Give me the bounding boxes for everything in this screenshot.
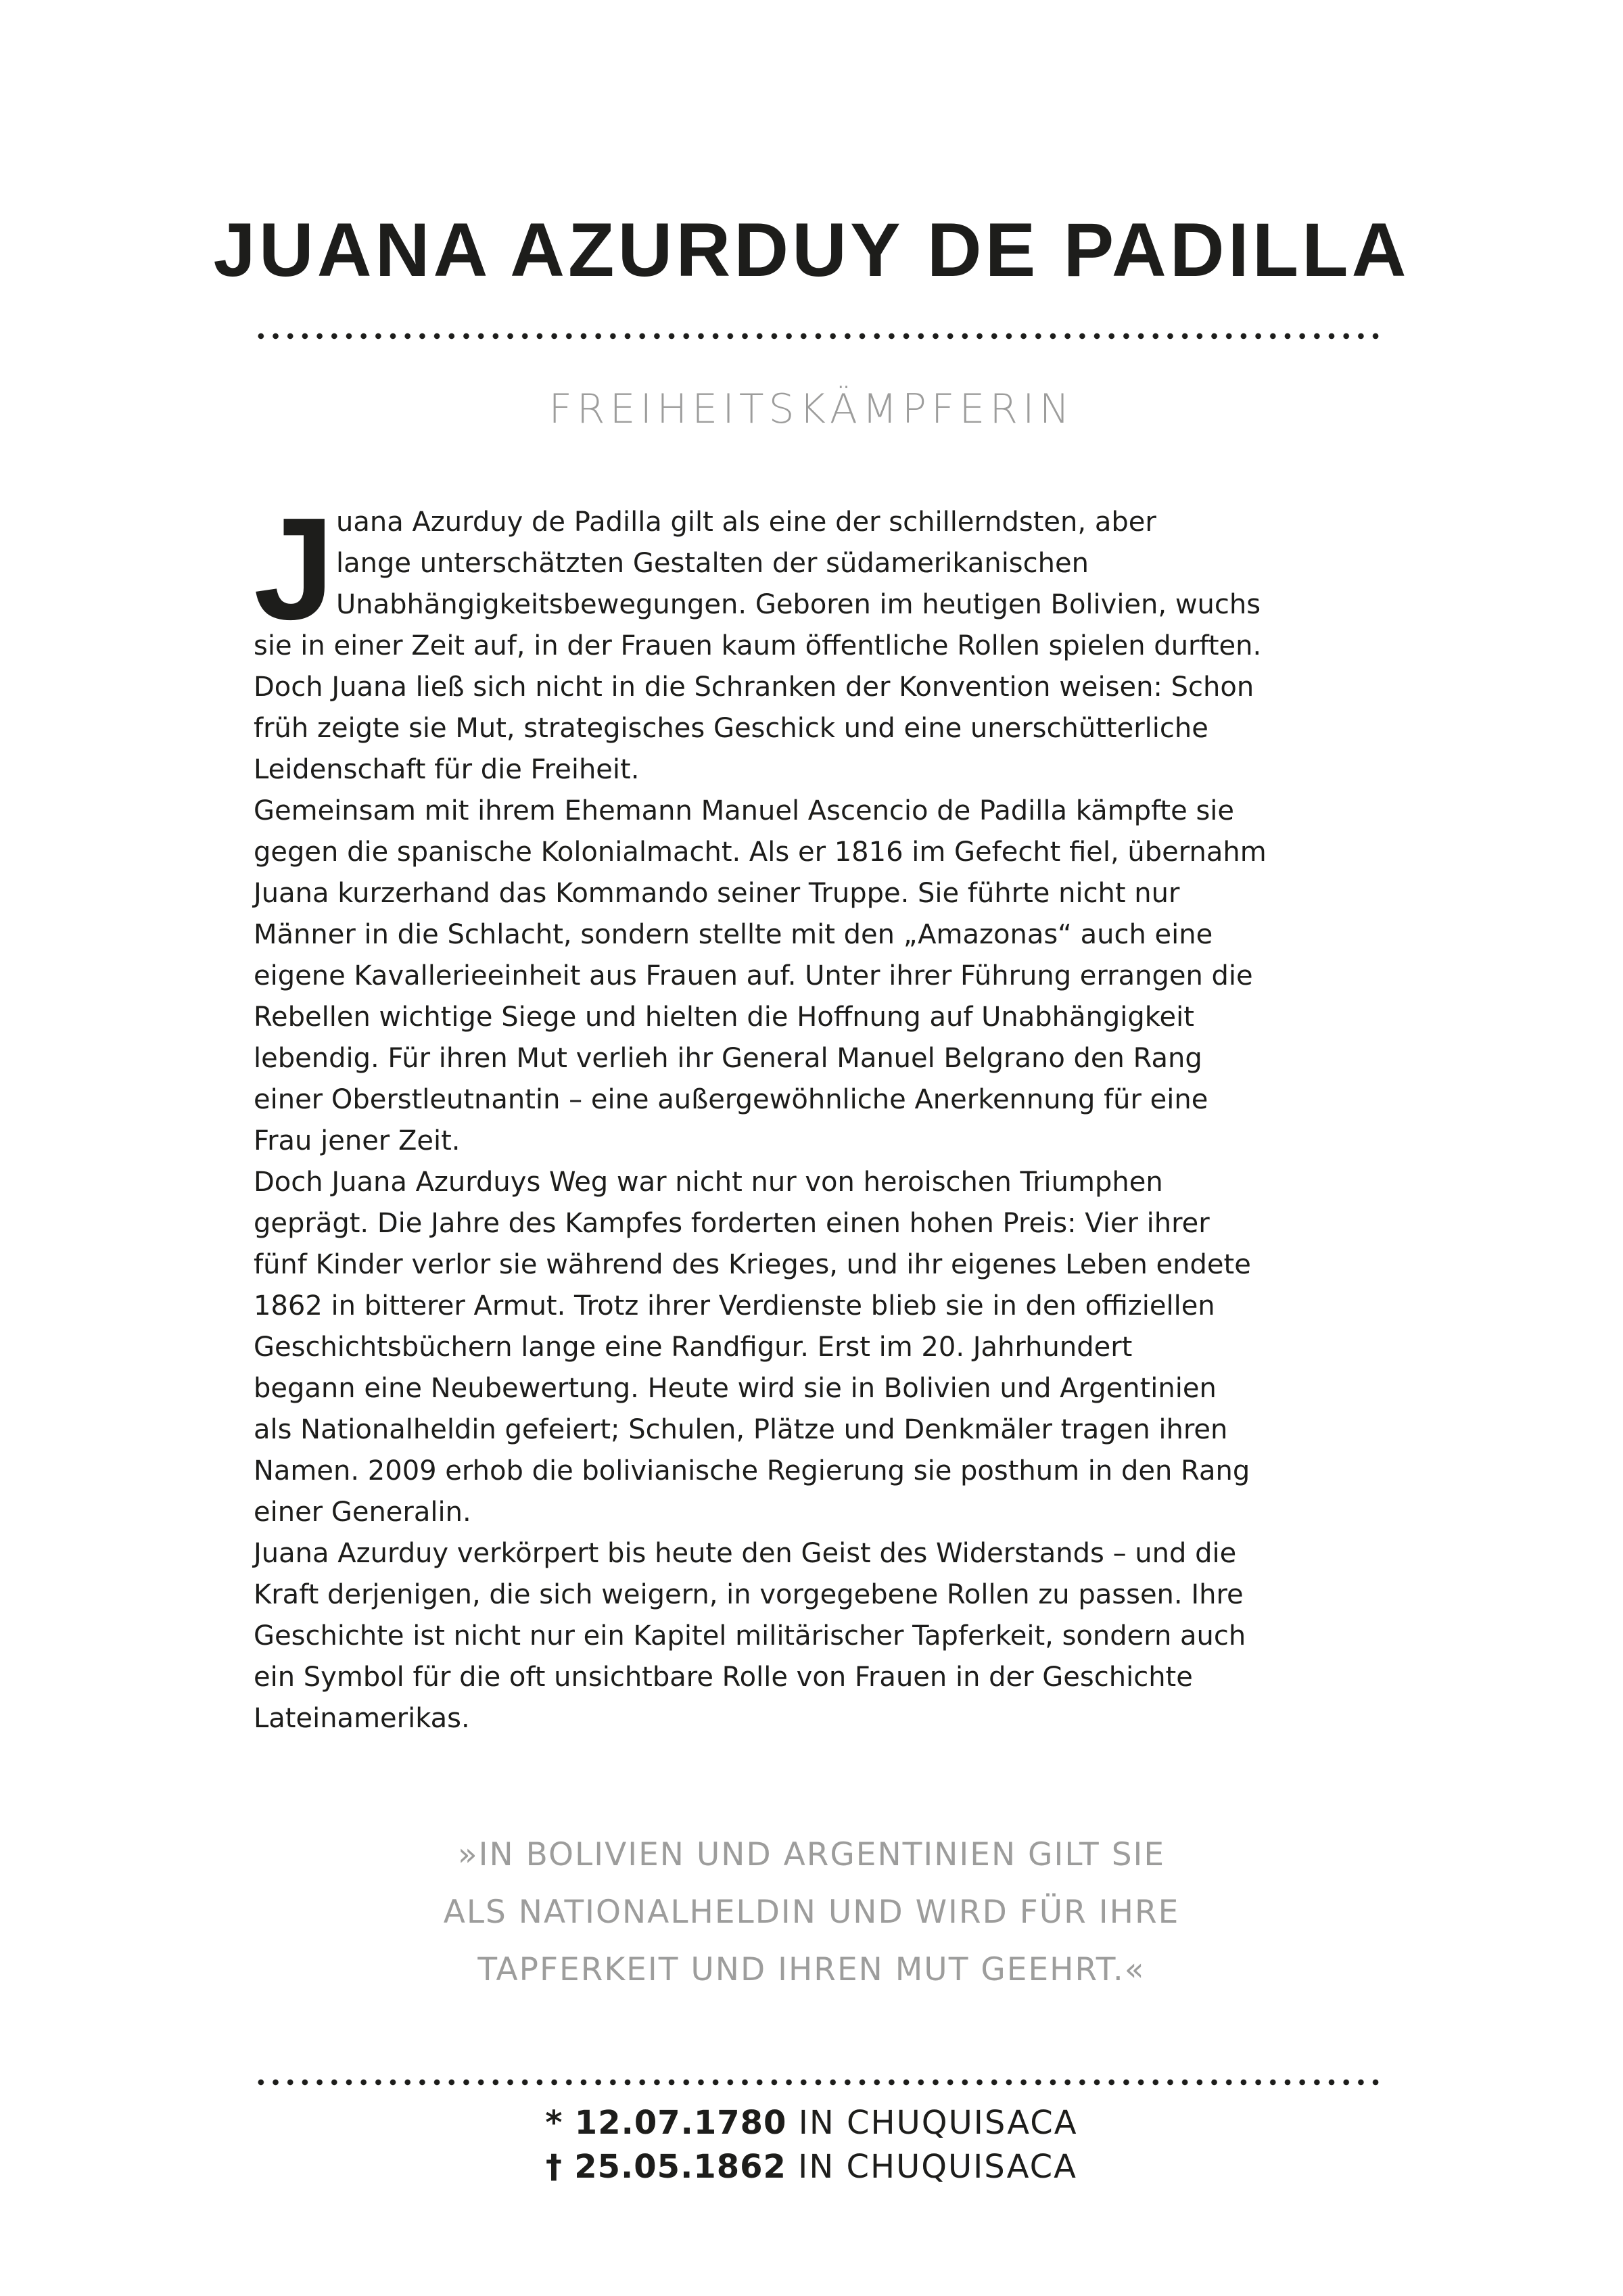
body-line: einer Oberstleutnantin – eine außergewöhnliche Anerkennung für eine	[254, 1084, 1208, 1115]
body-line: Geschichtsbüchern lange eine Randfigur. Erst im 20. Jahrhundert	[254, 1332, 1133, 1363]
body-line: geprägt. Die Jahre des Kampfes forderten einen hohen Preis: Vier ihrer	[254, 1208, 1210, 1239]
dotted-divider-bottom	[254, 2078, 1383, 2086]
body-line: uana Azurduy de Padilla gilt als eine der schillerndsten, aber	[336, 507, 1156, 538]
body-line: gegen die spanische Kolonialmacht. Als er 1816 im Gefecht fiel, übernahm	[254, 837, 1267, 868]
body-line: Doch Juana Azurduys Weg war nicht nur von heroischen Triumphen	[254, 1167, 1163, 1198]
quote-line: »IN BOLIVIEN UND ARGENTINIEN GILT SIE	[457, 1836, 1166, 1873]
body-line: ein Symbol für die oft unsichtbare Rolle von Frauen in der Geschichte	[254, 1662, 1193, 1693]
body-line: Lateinamerikas.	[254, 1703, 470, 1734]
birth-place: IN CHUQUISACA	[798, 2104, 1078, 2142]
birth-symbol: *	[545, 2104, 563, 2142]
biography-text	[254, 487, 1403, 1739]
body-line: begann eine Neubewertung. Heute wird sie in Bolivien und Argentinien	[254, 1373, 1217, 1404]
body-line: eigene Kavallerieeinheit aus Frauen auf. Unter ihrer Führung errangen die	[254, 960, 1253, 991]
body-line: Rebellen wichtige Siege und hielten die Hoffnung auf Unabhängigkeit	[254, 1002, 1194, 1033]
body-line: als Nationalheldin gefeiert; Schulen, Plätze und Denkmäler tragen ihren	[254, 1414, 1228, 1445]
body-line: fünf Kinder verlor sie während des Krieges, und ihr eigenes Leben endete	[254, 1249, 1251, 1280]
life-dates	[0, 2101, 1623, 2189]
body-line: lange unterschätzten Gestalten der südamerikanischen	[336, 548, 1089, 579]
body-line: Juana Azurduy verkörpert bis heute den Geist des Widerstands – und die	[254, 1538, 1237, 1569]
body-line: früh zeigte sie Mut, strategisches Geschick und eine unerschütterliche	[254, 713, 1208, 744]
body-line: Kraft derjenigen, die sich weigern, in vorgegebene Rollen zu passen. Ihre	[254, 1579, 1244, 1610]
body-line: sie in einer Zeit auf, in der Frauen kaum öffentliche Rollen spielen durften.	[254, 630, 1262, 661]
page-title: JUANA AZURDUY DE PADILLA	[213, 208, 1410, 292]
death-line	[0, 2145, 1623, 2189]
body-line: Leidenschaft für die Freiheit.	[254, 754, 640, 785]
quote-line: TAPFERKEIT UND IHREN MUT GEEHRT.«	[477, 1951, 1146, 1988]
drop-cap: J	[254, 487, 335, 650]
body-line: lebendig. Für ihren Mut verlieh ihr General Manuel Belgrano den Rang	[254, 1043, 1202, 1074]
body-line: Männer in die Schlacht, sondern stellte mit den „Amazonas“ auch eine	[254, 919, 1213, 950]
dotted-divider-top	[254, 332, 1383, 340]
quote-line: ALS NATIONALHELDIN UND WIRD FÜR IHRE	[443, 1894, 1180, 1931]
death-place: IN CHUQUISACA	[798, 2148, 1078, 2186]
body-line: Unabhängigkeitsbewegungen. Geboren im heutigen Bolivien, wuchs	[336, 589, 1261, 620]
death-date: 25.05.1862	[574, 2148, 786, 2186]
birth-date: 12.07.1780	[574, 2104, 787, 2142]
body-line: Doch Juana ließ sich nicht in die Schranken der Konvention weisen: Schon	[254, 672, 1254, 703]
pull-quote	[0, 1826, 1623, 1998]
body-line: Juana kurzerhand das Kommando seiner Truppe. Sie führte nicht nur	[254, 878, 1180, 909]
body-line: Gemeinsam mit ihrem Ehemann Manuel Ascencio de Padilla kämpfte sie	[254, 795, 1234, 826]
body-line: Geschichte ist nicht nur ein Kapitel militärischer Tapferkeit, sondern auch	[254, 1620, 1246, 1651]
body-line: 1862 in bitterer Armut. Trotz ihrer Verdienste blieb sie in den offiziellen	[254, 1290, 1215, 1321]
death-symbol: †	[545, 2148, 563, 2186]
birth-line	[0, 2101, 1623, 2145]
body-line: Frau jener Zeit.	[254, 1125, 461, 1156]
body-line: einer Generalin.	[254, 1497, 471, 1528]
body-line: Namen. 2009 erhob die bolivianische Regierung sie posthum in den Rang	[254, 1455, 1250, 1486]
subtitle: FREIHEITSKÄMPFERIN	[548, 385, 1075, 433]
